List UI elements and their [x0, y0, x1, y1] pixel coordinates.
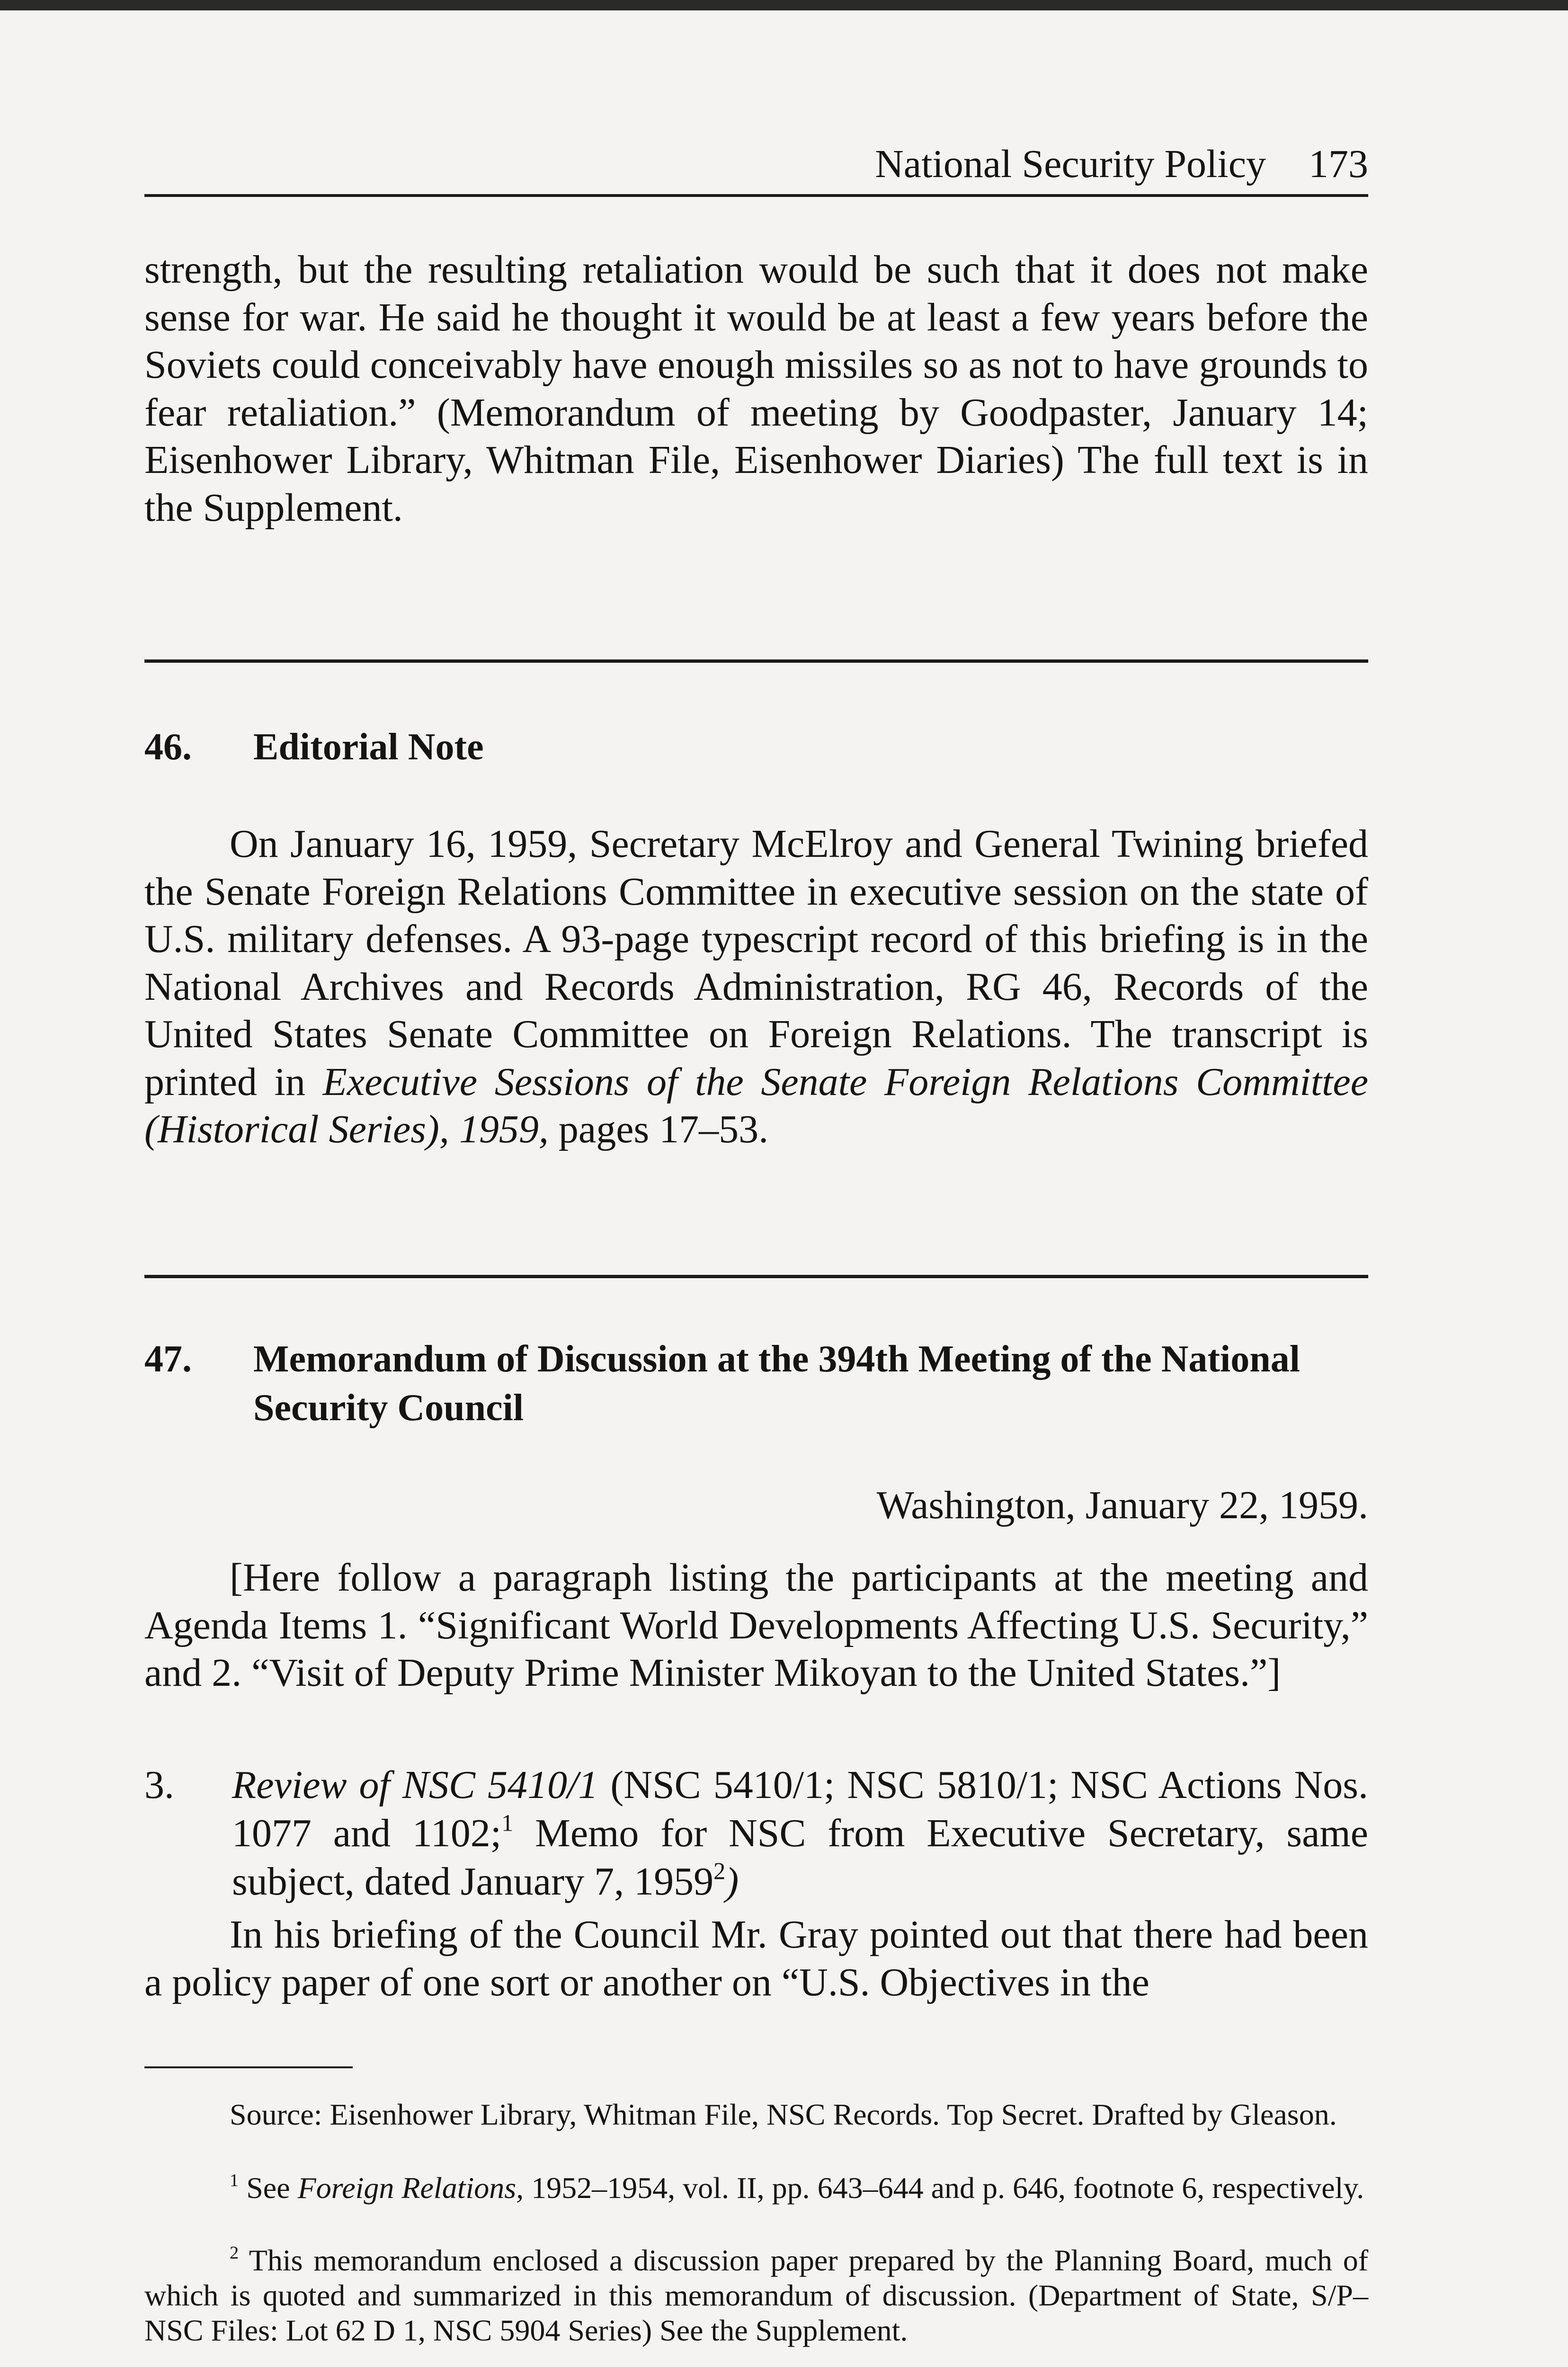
header-rule	[144, 194, 1368, 197]
agenda-item-number: 3.	[144, 1763, 174, 1807]
footnote-rule	[144, 2066, 353, 2068]
section-divider	[144, 1275, 1368, 1278]
footnote-1: $^1$ See Foreign Relations, 1952–1954, vol. II, pp. 643–644 and p. 646, footnote 6, respectively.	[230, 2171, 1364, 2205]
note-text: On January 16, 1959, Secretary McElroy and General Twining briefed the Senate Foreign Relations Committee in executive session on the state of U.S. military defenses. A 93-page typescript record of this briefing is in the National Archives and Records Administration, RG 46, Records of the United States Senate Committee on Foreign Relations. The transcript is printed in	[144, 822, 1368, 1104]
running-title: National Security Policy	[875, 142, 1266, 186]
section-title: Memorandum of Discussion at the 394th Meeting of the National Security Council	[253, 1338, 1300, 1429]
agenda-item-title: Review of NSC 5410/1	[232, 1763, 598, 1807]
section-47-heading	[144, 1335, 1368, 1433]
running-header	[144, 138, 1368, 190]
agenda-item-body: Review of NSC 5410/1 (NSC 5410/1; NSC 5810/1; NSC Actions Nos. 1077 and 1102;$^1$ Memo for NSC from Executive Secretary, same subject, dated January 7, 1959$^2$)	[232, 1763, 1368, 1904]
editorial-bracket: [Here follow a paragraph listing the participants at the meeting and Agenda Items 1. “Significant World Developments Affecting U.S. Security,” and 2. “Visit of Deputy Prime Minister Mikoyan to the United States.”]	[144, 1556, 1368, 1695]
footnote-source: Source: Eisenhower Library, Whitman File, NSC Records. Top Secret. Drafted by Gleason.	[230, 2098, 1337, 2131]
section-title: Editorial Note	[253, 726, 484, 768]
publication-title: Executive Sessions of the Senate Foreign Relations Committee (Historical Series), 1959,	[144, 1059, 1369, 1151]
section-46-heading	[144, 723, 1368, 772]
discussion-paragraph: In his briefing of the Council Mr. Gray pointed out that there had been a policy paper of one sort or another on “U.S. Objectives in the	[144, 1913, 1368, 2004]
page-number: 173	[1309, 142, 1368, 186]
continued-paragraph: strength, but the resulting retaliation would be such that it does not make sense for war. He said he thought it would be at least a few years before the Soviets could conceivably have enough missiles so as not to have grounds to fear retaliation.” (Memorandum of meeting by Goodpaster, January 14; Eisenhower Library, Whitman File, Eisenhower Diaries) The full text is in the Supplement.	[144, 248, 1368, 530]
footnote-marker: 1	[230, 2171, 239, 2191]
editorial-note-body	[144, 820, 1368, 1154]
footnote-ref-2: 2	[713, 1858, 726, 1885]
publication-title: Foreign Relations,	[297, 2171, 524, 2205]
section-number: 46.	[144, 726, 192, 768]
agenda-item	[144, 1761, 1368, 1906]
section-divider	[144, 659, 1368, 663]
footnote-ref-1: 1	[501, 1809, 514, 1836]
section-number: 47.	[144, 1338, 192, 1380]
scan-top-edge	[0, 0, 1568, 10]
footnote-marker: 2	[230, 2243, 239, 2263]
dateline: Washington, January 22, 1959.	[876, 1483, 1368, 1527]
footnote-2: $^2$ This memorandum enclosed a discussion paper prepared by the Planning Board, much of which is quoted and summarized in this memorandum of discussion. (Department of State, S/P–NSC Files: Lot 62 D 1, NSC 5904 Series) See the Supplement.	[144, 2243, 1369, 2347]
note-pages: pages 17–53.	[558, 1107, 769, 1151]
